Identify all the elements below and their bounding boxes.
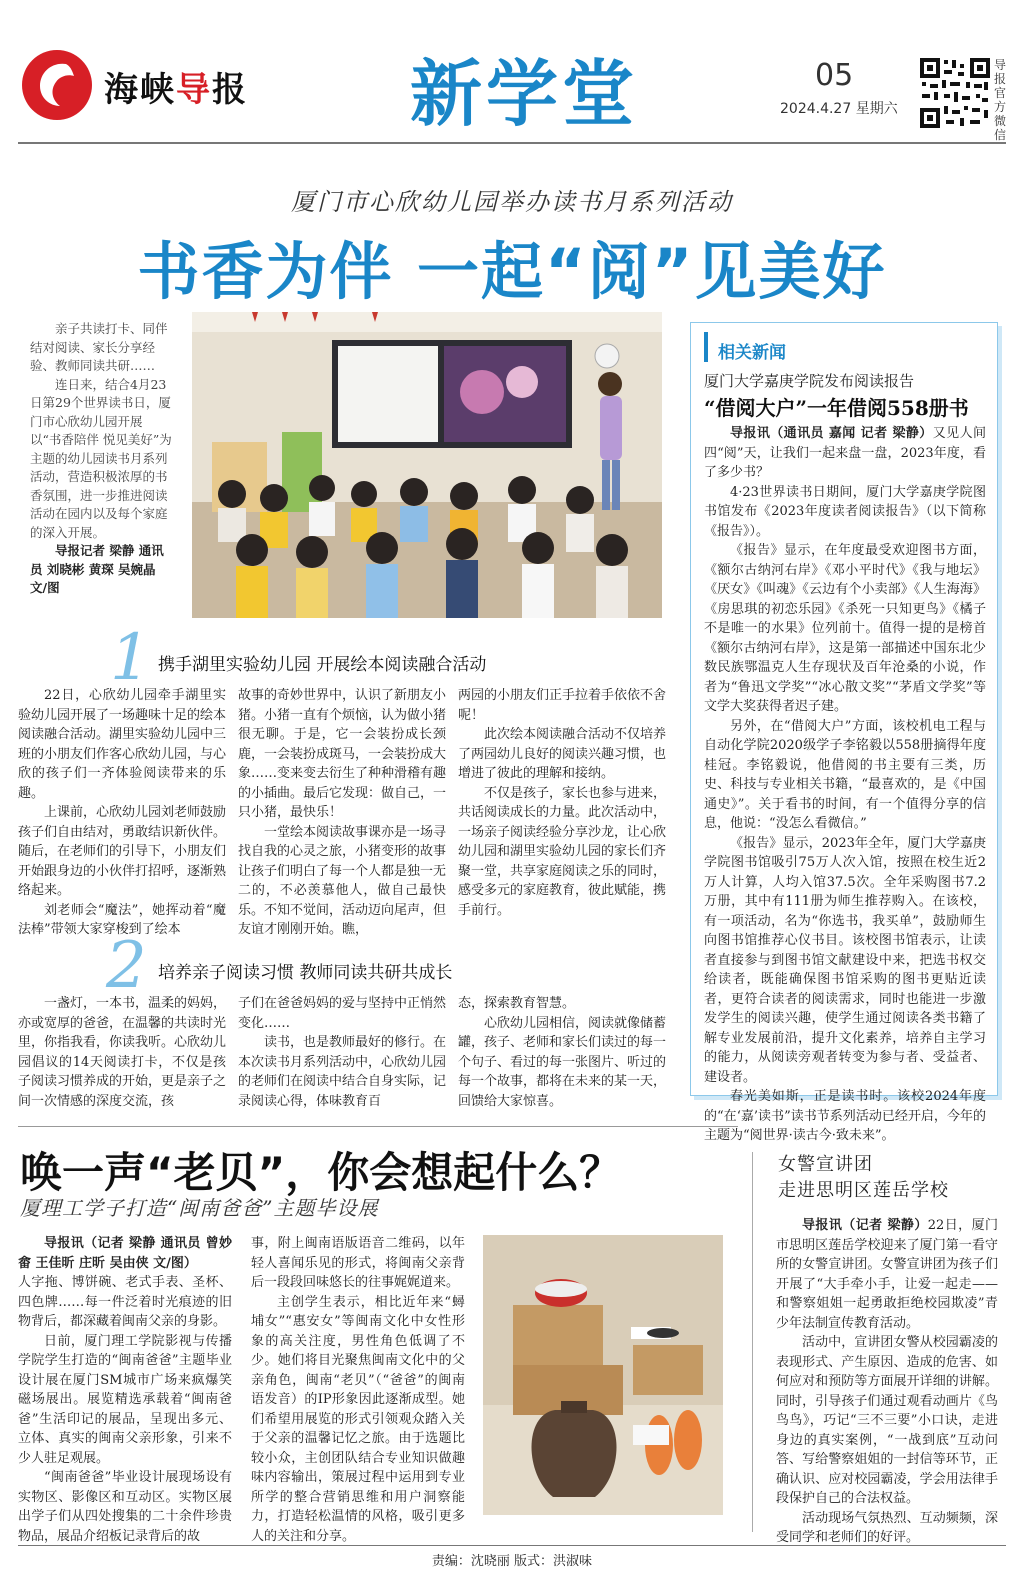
section-title: 携手湖里实验幼儿园 开展绘本阅读融合活动 <box>158 655 487 675</box>
qr-label: 导报官方微信 <box>994 58 1007 142</box>
section1-column-2 <box>238 686 446 940</box>
story2-column-1 <box>18 1234 232 1546</box>
paragraph: “闽南爸爸”毕业设计展现场设有实物区、影像区和互动区。实物区展出学子们从四处搜集的二十余件珍贵物品，展品介绍板记录背后的故 <box>18 1470 232 1544</box>
sidebar-kicker: 厦门大学嘉庚学院发布阅读报告 <box>704 372 915 390</box>
paragraph: 4·23世界读书日期间，厦门大学嘉庚学院图书馆发布《2023年度读者阅读报告》（以下简称《报告》）。 <box>704 484 986 539</box>
paragraph: 22日，心欣幼儿园牵手湖里实验幼儿园开展了一场趣味十足的绘本阅读融合活动。湖里实验幼儿园中三班的小朋友们作客心欣幼儿园，与心欣的孩子们一齐体验阅读带来的乐趣。 <box>18 688 227 801</box>
sidebar-body <box>704 424 986 1146</box>
paragraph: 两园的小朋友们正手拉着手依依不舍呢！ <box>458 688 667 723</box>
paragraph: 《报告》显示，2023年全年，厦门大学嘉庚学院图书馆吸引75万人次入馆，按照在校生近2万人计算，人均入馆37.5次。全年采购图书7.2万册，其中有111册为师生推荐购入。在该校，有一项活动，名为“你选书，我买单”，鼓励师生向图书馆推荐心仪书目。该校图书馆表示，让读者直接参与到图书馆文献建设中来，把选书权交给读者，既能确保图书馆采购的图书更贴近读者，更符合读者的阅读需求，同时也能进一步激发学生的阅读兴趣，使学生通过阅读各类书籍了解专业发展前沿，提升文化素养，培养自主学习的能力，从阅读旁观者转变为参与者、受益者、建设者。 <box>704 835 986 1085</box>
story2-subhead: 厦理工学子打造“闽南爸爸”主题毕设展 <box>20 1196 379 1220</box>
paragraph: 主创学生表示，相比近年来“蟳埔女”“惠安女”等闽南文化中女性形象的高关注度，男性角色低调了不少。她们将目光聚焦闽南文化中的父亲角色，闽南“老贝”（“爸爸”的闽南语发音）的IP形象因此逐渐成型。她们希望用展览的形式引领观众踏入关于父亲的温馨记忆之旅。由于选题比较小众，主创团队结合专业知识做趣味内容输出，策展过程中运用到专业所学的整合营销思维和用户洞察能力，打造轻松温情的风格，吸引更多人的关注和分享。 <box>251 1294 465 1544</box>
section-number: 1 <box>110 621 151 695</box>
paragraph: 人字拖、博饼碗、老式手表、圣杯、四色牌……每一件泛着时光痕迹的旧物背后，都深藏着闽南父亲的身影。 <box>18 1275 232 1329</box>
paragraph: 不仅是孩子，家长也参与进来，共话阅读成长的力量。此次活动中，一场亲子阅读经验分享沙龙，让心欣幼儿园和湖里实验幼儿园的家长们齐聚一堂，共享家庭阅读之乐的同时，感受多元的家庭教育，彼此赋能，携手前行。 <box>458 785 667 918</box>
story3-headline-line: 女警宣讲团 <box>778 1154 873 1175</box>
section-number: 2 <box>106 929 147 1003</box>
paragraph: 日前，厦门理工学院影视与传播学院学生打造的“闽南爸爸”主题毕业设计展在厦门SM城市广场来疯爆笑磁场展出。展览精选承载着“闽南爸爸”生活印记的展品，呈现出多元、立体、真实的闽南父亲形象，引来不少人驻足观展。 <box>18 1333 232 1466</box>
newspaper-logo-icon <box>22 50 92 120</box>
related-news-label: 相关新闻 <box>718 343 786 363</box>
story2-column-2 <box>251 1234 465 1546</box>
section2-column-2 <box>238 994 446 1111</box>
paragraph: 春光美如斯，正是读书时。该校2024年度的“在‘嘉’读书”读书节系列活动已经开启，今年的主题为“阅世界·读古今·致未来”。 <box>704 1089 986 1143</box>
lead-kicker: 厦门市心欣幼儿园举办读书月系列活动 <box>291 188 733 216</box>
issue-date: 2024.4.27 星期六 <box>780 101 898 117</box>
editor-credits: 责编：沈晓丽 版式：洪淑味 <box>431 1554 593 1569</box>
story2-byline: 导报讯（记者 梁静 通讯员 曾妙畲 王佳昕 庄昕 吴由侠 文/图） <box>18 1236 232 1271</box>
lead-headline: 书香为伴 一起“阅”见美好 <box>137 235 887 308</box>
paragraph: 上课前，心欣幼儿园刘老师鼓励孩子们自由结对，勇敢结识新伙伴。随后，在老师们的引导下，小朋友们开始跟身边的小伙伴打招呼，逐渐熟络起来。 <box>18 805 227 898</box>
lead-byline: 导报记者 梁静 通讯员 刘晓彬 黄琛 吴婉晶 文/图 <box>30 543 164 595</box>
paragraph: 活动现场气氛热烈、互动频频，深受同学和老师们的好评。 <box>776 1510 998 1545</box>
story-divider <box>18 1126 738 1127</box>
paragraph: 又见人间四“阅”天，让我们一起来盘一盘，2023年度，看了多少书？ <box>704 426 986 480</box>
paragraph: 活动中，宣讲团女警从校园霸凌的表现形式、产生原因、造成的危害、如何应对和预防等方面展开详细的讲解。同时，引导孩子们通过观看动画片《鸟鸟鸟》，巧记“三不三要”小口诀，走进身边的真实案例，“一战到底”互动问答、写给警察姐姐的一封信等环节，正确认识、应对校园霸凌，学会用法律手段保护自己的合法权益。 <box>776 1335 998 1506</box>
qr-code-icon <box>918 56 992 130</box>
paragraph: 一盏灯，一本书，温柔的妈妈，亦或宽厚的爸爸，在温馨的共读时光里，你指我看，你读我听。心欣幼儿园倡议的14天阅读打卡，不仅是孩子阅读习惯养成的开始，更是亲子之间一次情感的深度交流，孩 <box>18 996 227 1109</box>
paragraph: 另外，在“借阅大户”方面，该校机电工程与自动化学院2020级学子李铭毅以558册摘得年度桂冠。李铭毅说，他借阅的书主要有三类，历史、科技与专业相关书籍，“最喜欢的，是《中国通史》”。关于看书的时间，有一个值得分享的信息，他说：“没怎么看微信。” <box>704 718 986 831</box>
story3-byline: 导报讯（记者 梁静） <box>802 1218 928 1233</box>
section2-column-1 <box>18 994 226 1111</box>
paragraph: 故事的奇妙世界中，认识了新朋友小猪。小猪一直有个烦恼，认为做小猪很无聊。于是，它一会装扮成长颈鹿，一会装扮成斑马，一会装扮成大象……变来变去衍生了种种滑稽有趣的小插曲。最后它发现：做自己，一只小猪，最快乐！ <box>238 688 447 820</box>
masthead: 海峡导报 <box>104 70 248 110</box>
section1-column-1 <box>18 686 226 940</box>
page-number: 05 <box>815 58 854 93</box>
classroom-photo <box>192 312 662 618</box>
story3-headline-line: 走进思明区莲岳学校 <box>778 1180 949 1201</box>
paragraph: 态，探索教育智慧。 <box>458 996 576 1011</box>
exhibition-photo <box>483 1235 723 1515</box>
story3-headline <box>778 1152 1008 1204</box>
section-title: 培养亲子阅读习惯 教师同读共研共成长 <box>158 963 453 983</box>
paragraph: 一堂绘本阅读故事课亦是一场寻找自我的心灵之旅，小猪变形的故事让孩子们明白了每一个人都是独一无二的，不必羡慕他人，做自己最快乐。不知不觉间，活动迈向尾声，但友谊才刚刚开始。瞧， <box>238 824 447 937</box>
column-divider <box>752 1152 753 1532</box>
intro-paragraph: 亲子共读打卡、同伴结对阅读、家长分享经验、教师同读共研…… <box>30 321 168 373</box>
paragraph: 《报告》显示，在年度最受欢迎图书方面，《额尔古纳河右岸》《邓小平时代》《我与地坛》《厌女》《叫魂》《云边有个小卖部》《人生海海》《房思琪的初恋乐园》《杀死一只知更鸟》《橘子不是唯一的水果》位列前十。值得一提的是榜首《额尔古纳河右岸》，这是第一部描述中国东北少数民族鄂温克人生存现状及百年沧桑的小说，作者为“鲁迅文学奖”“冰心散文奖”“茅盾文学奖”等文学大奖获得者迟子建。 <box>704 543 986 714</box>
story2-headline: 唤一声“老贝”，你会想起什么？ <box>20 1148 622 1197</box>
header-divider <box>18 142 1006 144</box>
sidebar-headline: “借阅大户”一年借阅558册书 <box>704 396 969 420</box>
paragraph: 此次绘本阅读融合活动不仅培养了两园幼儿良好的阅读兴趣习惯，也增进了彼此的理解和接纳。 <box>458 727 667 781</box>
paragraph: 22日，厦门市思明区莲岳学校迎来了厦门第一看守所的女警宣讲团。女警宣讲团为孩子们开展了“大手牵小手，让爱一起走——和警察姐姐一起勇敢拒绝校园欺凌”青少年法制宣传教育活动。 <box>776 1218 998 1331</box>
story3-body <box>776 1216 998 1548</box>
sidebar-byline: 导报讯（通讯员 嘉闻 记者 梁静） <box>730 426 933 441</box>
intro-paragraph: 连日来，结合4月23日第29个世界读书日，厦门市心欣幼儿园开展以“书香陪伴 悦见美好”为主题的幼儿园读书月系列活动，营造积极浓厚的书香氛围，进一步推进阅读活动在园内以及每个家庭的深入开展。 <box>30 376 172 540</box>
paragraph: 子们在爸爸妈妈的爱与坚持中正悄然变化…… <box>238 996 447 1031</box>
lead-intro <box>30 320 172 598</box>
paragraph: 事，附上闽南语版语音二维码，以年轻人喜闻乐见的形式，将闽南父亲背后一段段回味悠长的往事娓娓道来。 <box>251 1236 465 1290</box>
paragraph: 读书，也是教师最好的修行。在本次读书月系列活动中，心欣幼儿园的老师们在阅读中结合自身实际，记录阅读心得，体味教育百 <box>238 1035 447 1109</box>
column-name: 新学堂 <box>410 52 639 136</box>
paragraph: 心欣幼儿园相信，阅读就像储蓄罐，孩子、老师和家长们读过的每一个句子、看过的每一张图片、听过的每一个故事，都将在未来的某一天，回馈给大家惊喜。 <box>458 1015 667 1109</box>
section1-column-3 <box>458 686 666 920</box>
section2-column-3 <box>458 994 666 1111</box>
paragraph: 刘老师会“魔法”，她挥动着“魔法棒”带领大家穿梭到了绘本 <box>18 902 226 937</box>
footer-divider <box>18 1545 1006 1546</box>
